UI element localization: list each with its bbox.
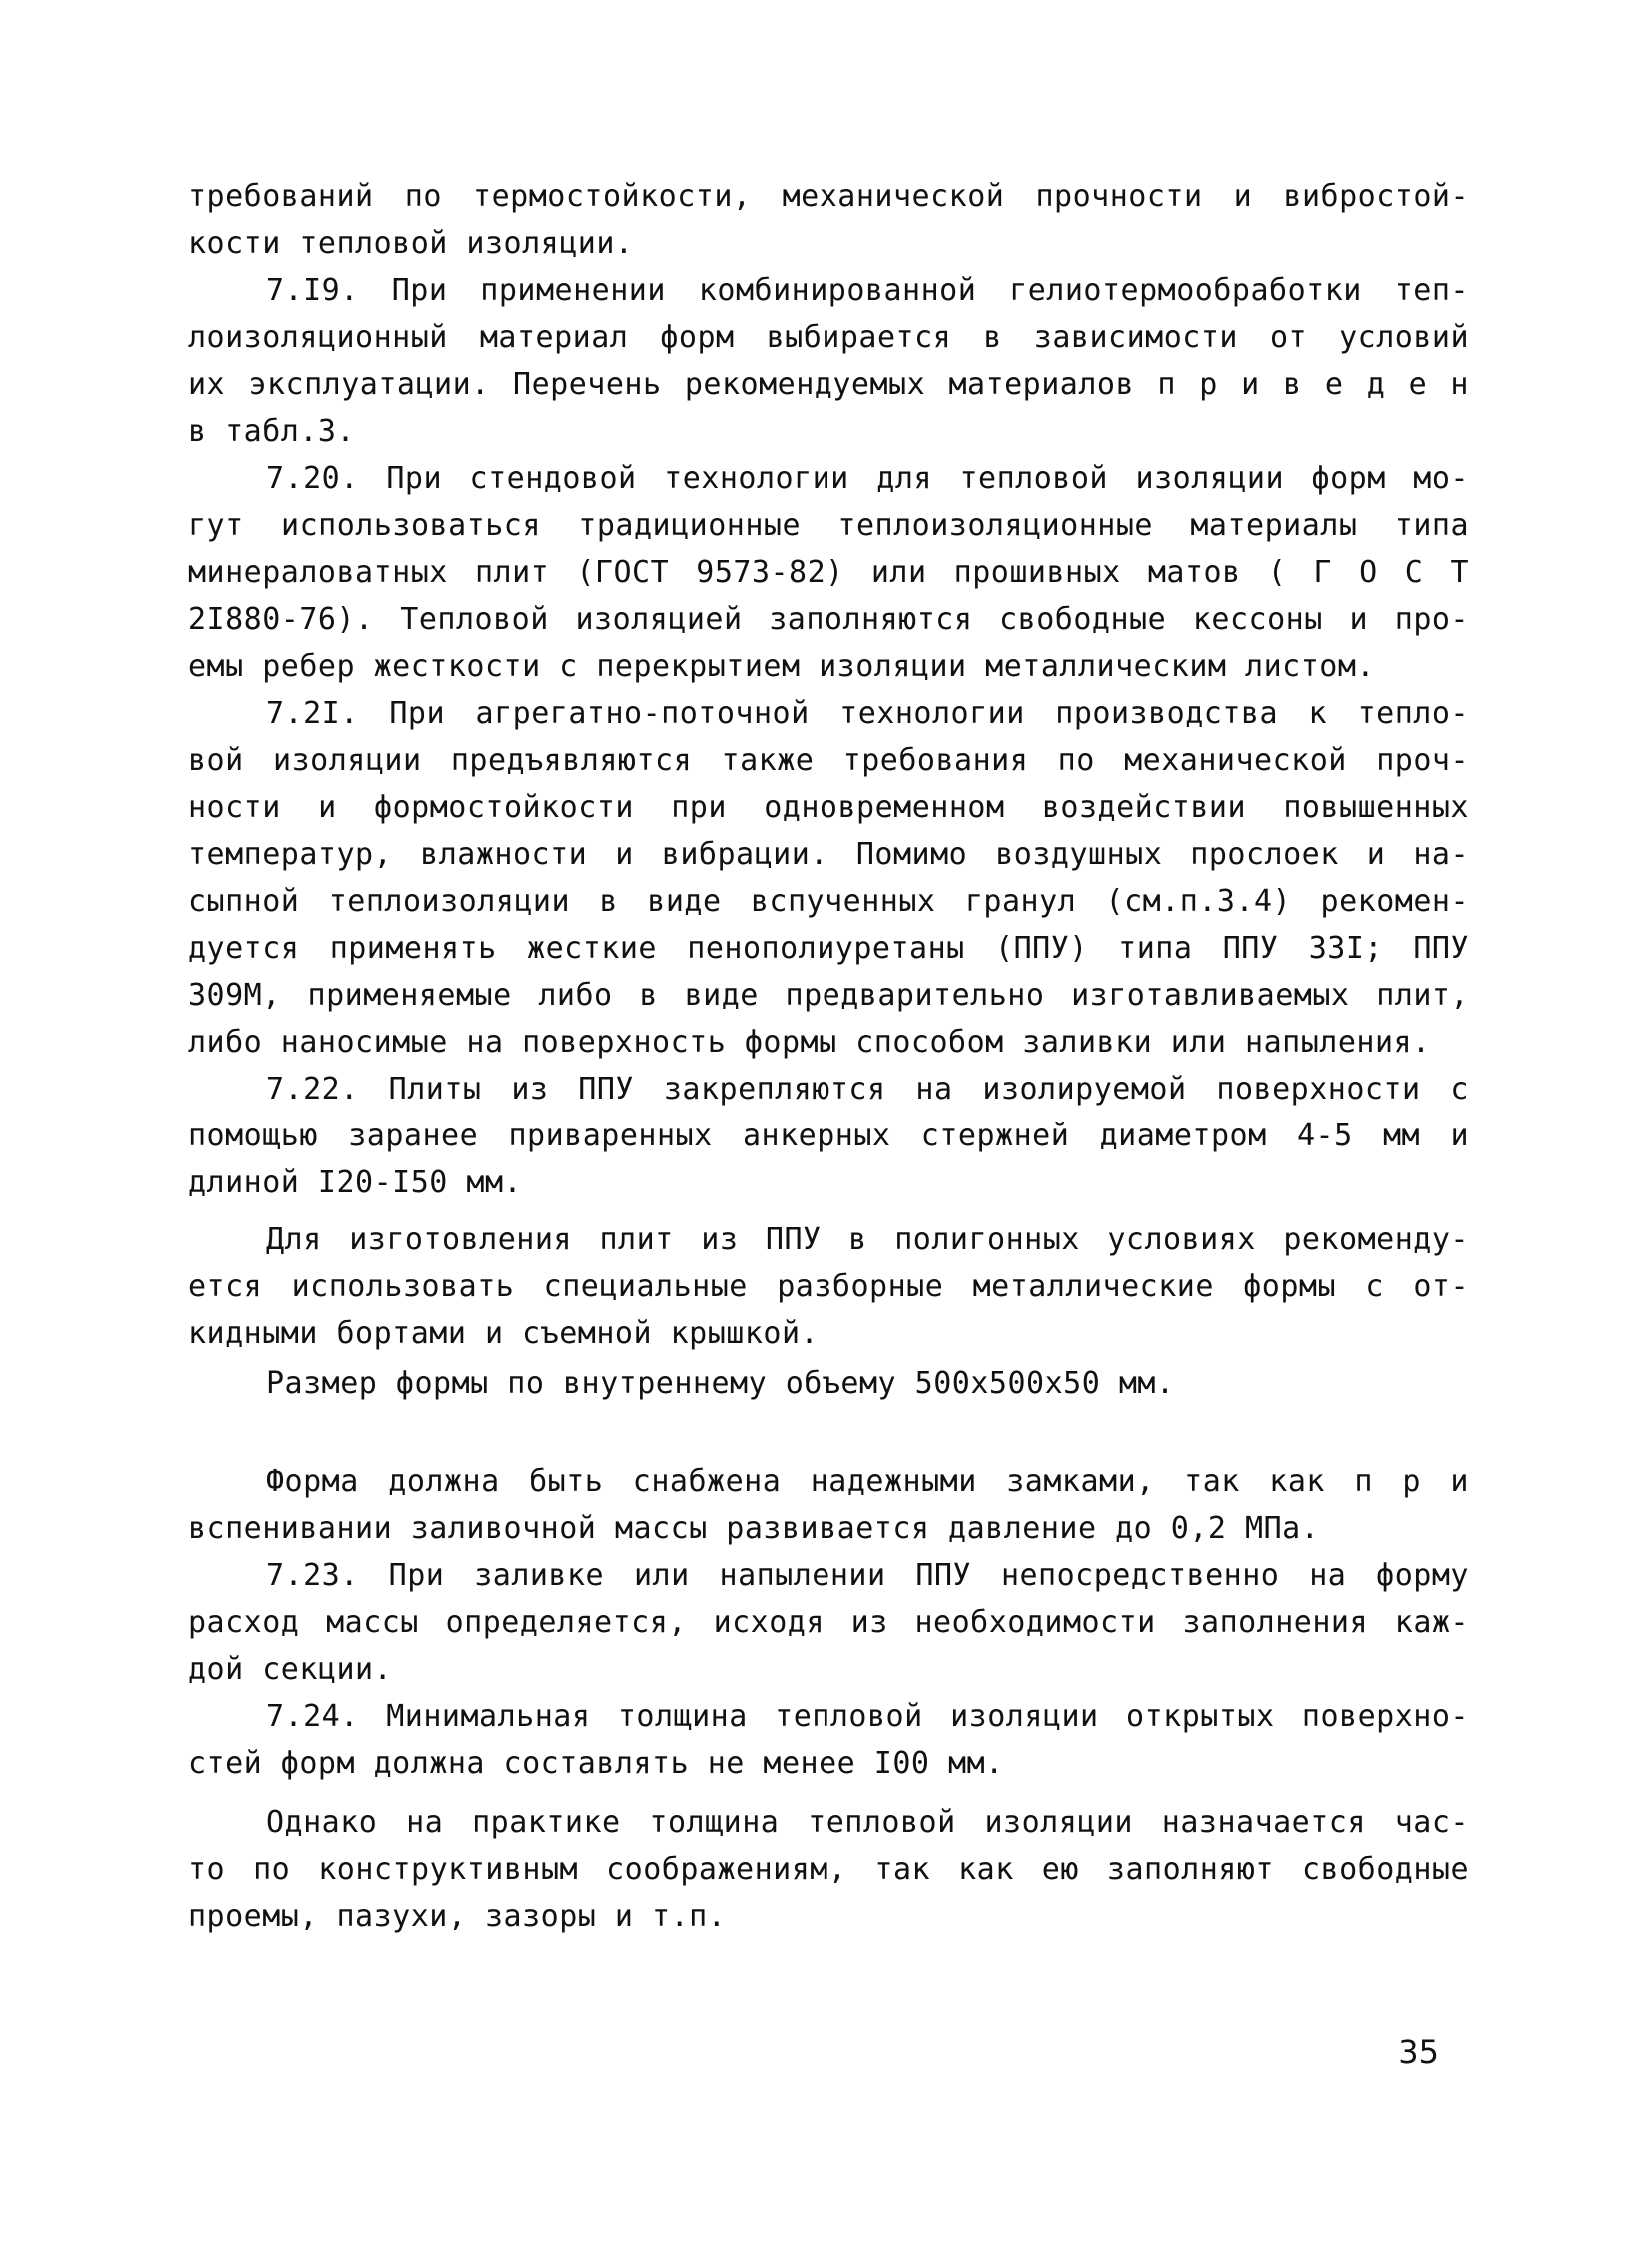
text-line: 7.23. При заливке или напылении ППУ непосредственно на форму [266,1558,1469,1593]
text-line: вой изоляции предъявляются также требования по механической проч- [188,743,1469,778]
text-line: длиной I20-I50 мм. [188,1165,523,1200]
page-number: 35 [1398,2033,1439,2071]
text-line: сыпной теплоизоляции в виде вспученных гранул (см.п.3.4) рекомен- [188,884,1469,919]
text-line: Форма должна быть снабжена надежными замками, так как п р и [266,1464,1469,1499]
text-line: ется использовать специальные разборные металлические формы с от- [188,1269,1469,1304]
text-line: требований по термостойкости, механической прочности и вибростой- [188,179,1469,214]
text-line: расход массы определяется, исходя из необходимости заполнения каж- [188,1605,1469,1640]
text-line: дой секции. [188,1652,393,1687]
text-line: 7.2I. При агрегатно-поточной технологии производства к тепло- [266,696,1469,731]
text-line: гут использоваться традиционные теплоизоляционные материалы типа [188,508,1469,543]
text-line: 7.24. Минимальная толщина тепловой изоляции открытых поверхно- [266,1699,1469,1734]
text-line: температур, влажности и вибрации. Помимо воздушных прослоек и на- [188,837,1469,872]
text-line: помощью заранее приваренных анкерных стержней диаметром 4-5 мм и [188,1119,1469,1153]
text-line: 7.I9. При применении комбинированной гелиотермообработки теп- [266,273,1469,308]
text-line: дуется применять жесткие пенополиуретаны (ППУ) типа ППУ 33I; ППУ [188,931,1469,966]
text-line: кидными бортами и съемной крышкой. [188,1316,820,1351]
text-line: 7.20. При стендовой технологии для тепловой изоляции форм мо- [266,461,1469,496]
text-line: Размер формы по внутреннему объему 500х500х50 мм. [266,1366,1175,1401]
text-line: вспенивании заливочной массы развивается давление до 0,2 МПа. [188,1511,1320,1546]
text-line: емы ребер жесткости с перекрытием изоляции металлическим листом. [188,649,1375,684]
text-line: кости тепловой изоляции. [188,226,634,261]
text-line: либо наносимые на поверхность формы способом заливки или напыления. [188,1025,1431,1060]
text-line: ности и формостойкости при одновременном воздействии повышенных [188,790,1469,825]
text-line: стей форм должна составлять не менее I00 мм. [188,1746,1004,1781]
text-line: Однако на практике толщина тепловой изоляции назначается час- [266,1805,1469,1840]
text-line: то по конструктивным соображениям, так как ею заполняют свободные [188,1852,1469,1887]
text-line: Для изготовления плит из ППУ в полигонных условиях рекоменду- [266,1222,1469,1257]
text-line: их эксплуатации. Перечень рекомендуемых материалов п р и в е д е н [188,367,1469,402]
text-line: проемы, пазухи, зазоры и т.п. [188,1899,727,1934]
text-line: в табл.3. [188,414,356,449]
text-line: 309М, применяемые либо в виде предварительно изготавливаемых плит, [188,978,1469,1013]
text-line: минераловатных плит (ГОСТ 9573-82) или прошивных матов ( Г О С Т [188,555,1469,590]
text-line: лоизоляционный материал форм выбирается в зависимости от условий [188,320,1469,355]
text-line: 2I880-76). Тепловой изоляцией заполняются свободные кессоны и про- [188,602,1469,637]
text-line: 7.22. Плиты из ППУ закрепляются на изолируемой поверхности с [266,1072,1469,1107]
